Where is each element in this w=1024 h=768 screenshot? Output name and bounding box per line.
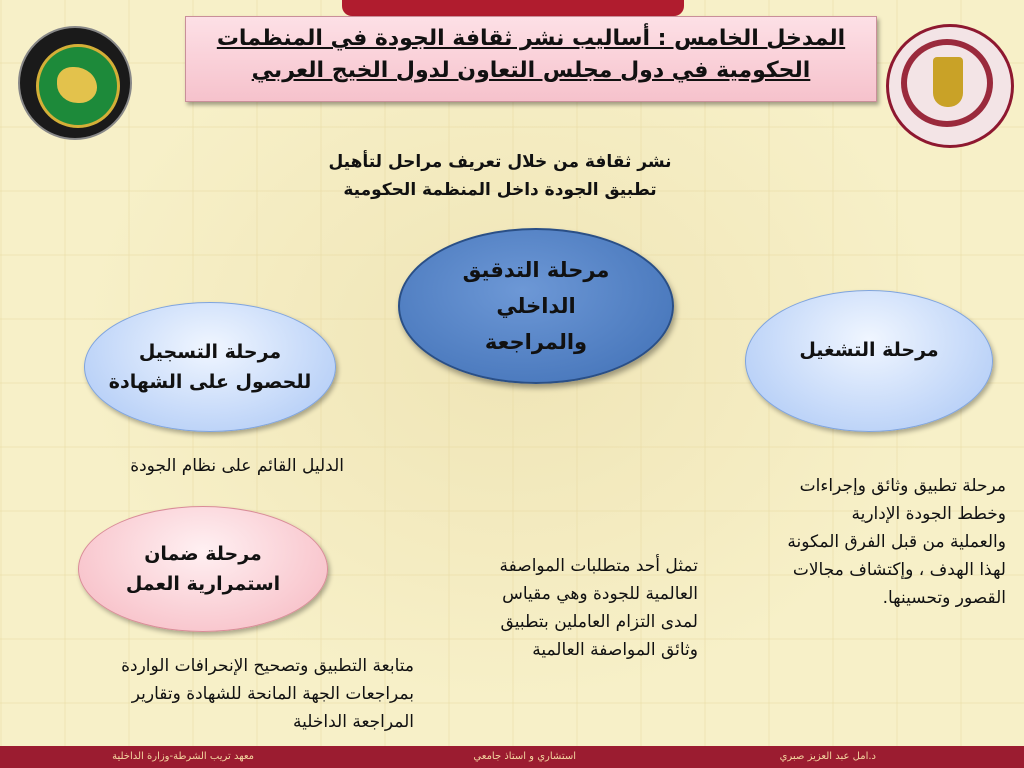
operation-description-line: لهذا الهدف ، وإكتشاف مجالات bbox=[792, 560, 1006, 580]
audit-description-line: وثائق المواصفة العالمية bbox=[532, 640, 698, 660]
stage-operation-line-1: مرحلة التشغيل bbox=[799, 339, 939, 361]
audit-description bbox=[430, 552, 698, 664]
operation-description bbox=[716, 472, 1006, 612]
operation-description-line: والعملية من قبل الفرق المكونة bbox=[787, 532, 1006, 552]
stage-registration-oval bbox=[84, 302, 336, 432]
intro-line-2: تطبيق الجودة داخل المنظمة الحكومية bbox=[343, 180, 657, 200]
stage-audit-line-1: مرحلة التدقيق bbox=[462, 258, 610, 282]
emblem-center bbox=[933, 57, 963, 107]
operation-description-line: القصور وتحسينها. bbox=[882, 588, 1006, 608]
stage-audit-line-3: والمراجعة bbox=[484, 330, 588, 354]
intro-line-1: نشر ثقافة من خلال تعريف مراحل لتأهيل bbox=[328, 152, 672, 172]
footer-author: د.امل عبد العزيز صبري bbox=[779, 751, 876, 762]
continuity-description-line: المراجعة الداخلية bbox=[293, 712, 414, 732]
continuity-description-line: متابعة التطبيق وتصحيح الإنحرافات الواردة bbox=[121, 656, 414, 676]
operation-description-line: مرحلة تطبيق وثائق وإجراءات bbox=[799, 476, 1006, 496]
qatar-ministry-emblem-icon bbox=[886, 24, 1014, 148]
registration-description: الدليل القائم على نظام الجودة bbox=[130, 456, 344, 476]
stage-registration-line-1: مرحلة التسجيل bbox=[138, 341, 282, 363]
stage-continuity-line-2: استمرارية العمل bbox=[125, 573, 281, 595]
footer-bar bbox=[0, 746, 1024, 768]
slide-title-box bbox=[185, 16, 877, 102]
stage-continuity-line-1: مرحلة ضمان bbox=[144, 543, 262, 565]
gcc-map-shape bbox=[57, 67, 97, 103]
footer-institute: معهد تريب الشرطة-وزارة الداخلية bbox=[112, 751, 254, 762]
stage-operation-oval bbox=[745, 290, 993, 432]
operation-description-line: وخطط الجودة الإدارية bbox=[851, 504, 1006, 524]
stage-registration-line-2: للحصول على الشهادة bbox=[108, 371, 312, 393]
slide-title-line-2: الحكومية في دول مجلس التعاون لدول الخيج العربي bbox=[251, 58, 811, 83]
top-tab-decoration bbox=[342, 0, 684, 16]
audit-description-line: العالمية للجودة وهي مقياس bbox=[502, 584, 698, 604]
gcc-emblem-inner bbox=[36, 44, 120, 128]
continuity-description bbox=[14, 652, 414, 736]
slide-title-line-1: المدخل الخامس : أساليب نشر ثقافة الجودة في المنظمات bbox=[216, 26, 846, 51]
continuity-description-line: بمراجعات الجهة المانحة للشهادة وتقارير bbox=[131, 684, 414, 704]
stage-audit-oval bbox=[398, 228, 674, 384]
audit-description-line: تمثل أحد متطلبات المواصفة bbox=[499, 556, 698, 576]
audit-description-line: لمدى التزام العاملين بتطبيق bbox=[500, 612, 698, 632]
intro-text bbox=[300, 148, 700, 204]
stage-continuity-oval bbox=[78, 506, 328, 632]
footer-role: استشاري و استاذ جامعي bbox=[473, 751, 576, 762]
stage-audit-line-2: الداخلي bbox=[496, 294, 576, 318]
gcc-emblem-icon bbox=[18, 26, 132, 140]
